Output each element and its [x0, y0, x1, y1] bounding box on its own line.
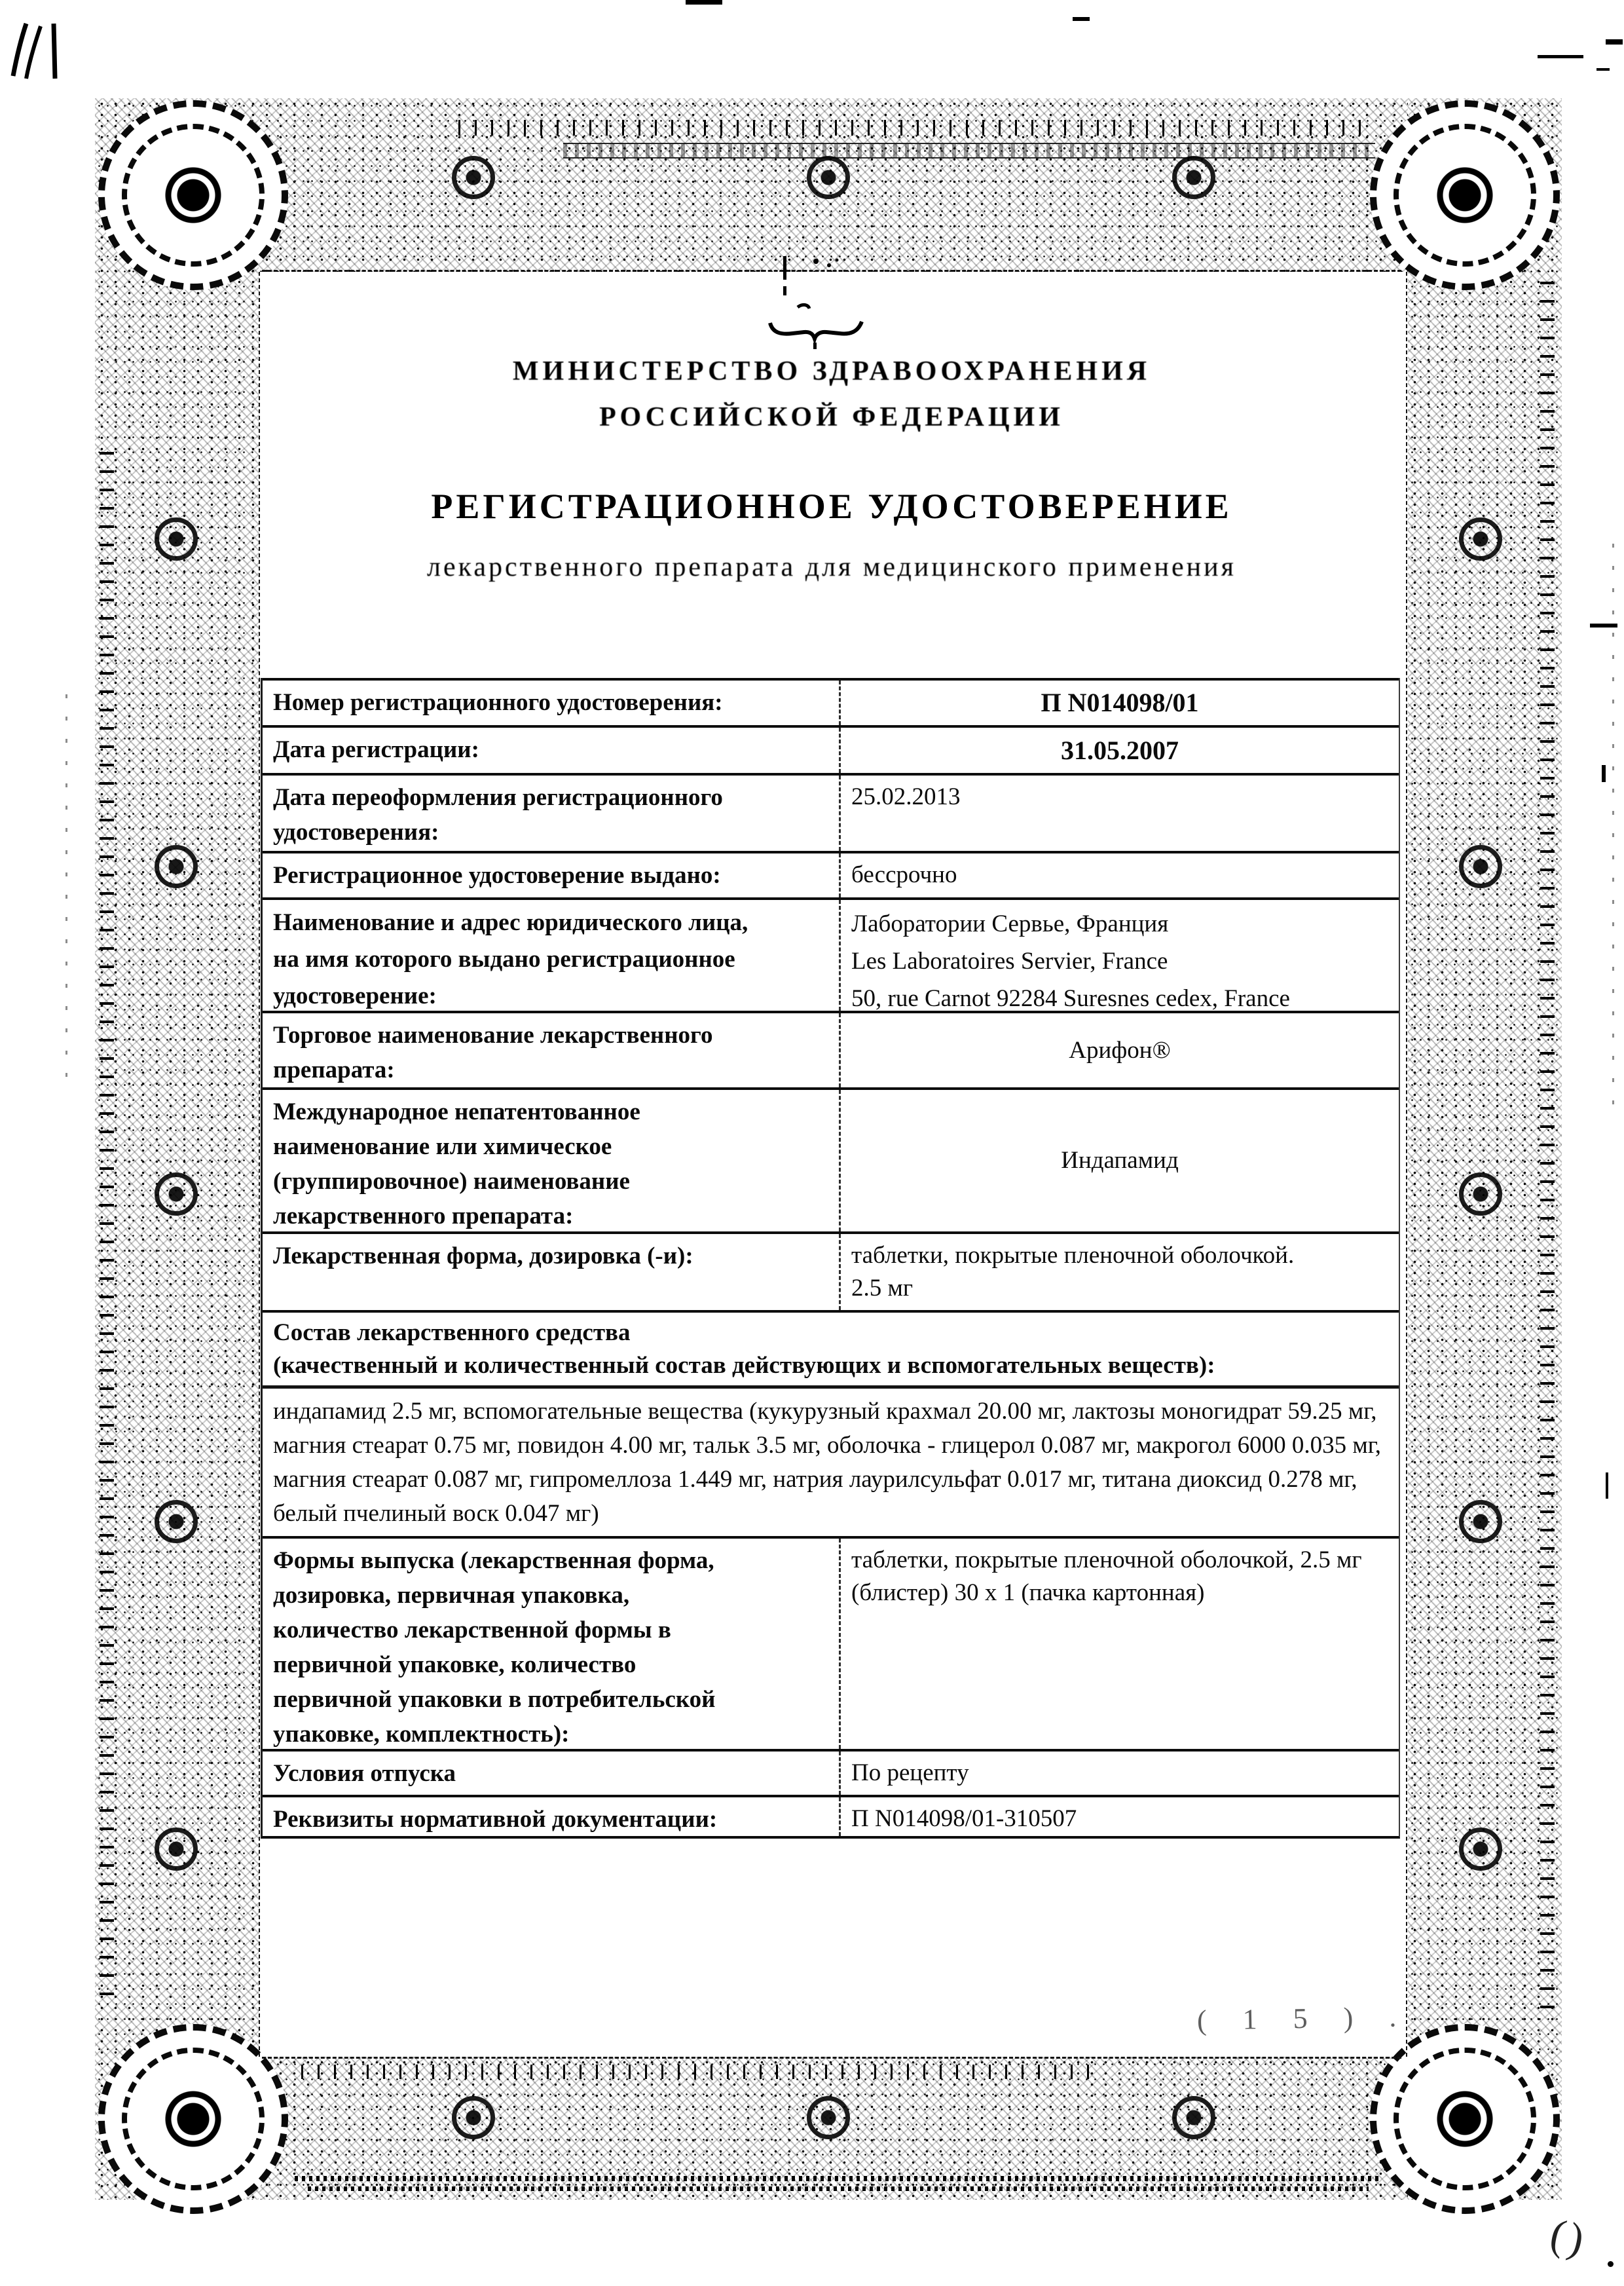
- table-row-dispensing: [263, 1749, 1399, 1795]
- frame-band-right: [1408, 98, 1562, 2200]
- row-label: Регистрационное удостоверение выдано:: [273, 862, 721, 889]
- frame-medallion: [155, 1172, 198, 1216]
- row-label: Номер регистрационного удостоверения:: [273, 689, 723, 716]
- scan-artifact-dash: [686, 0, 722, 5]
- frame-medallion: [807, 156, 850, 199]
- scan-artifact-dash: [1606, 1472, 1608, 1499]
- corner-rosette-top-right: [1370, 100, 1560, 290]
- table-row-dosage-form: [263, 1231, 1399, 1310]
- table-row-release-forms: [263, 1536, 1399, 1749]
- scan-artifact-dash: [1538, 55, 1583, 58]
- frame-ticks-bottom: [301, 2065, 1094, 2079]
- frame-medallion: [155, 845, 198, 888]
- pen-marks-bottom-right: (): [1546, 2209, 1593, 2265]
- row-label: Реквизиты нормативной документации:: [273, 1806, 718, 1833]
- composition-body: индапамид 2.5 мг, вспомогательные вещества (кукурузный крахмал 20.00 мг, лактозы моногидрат 59.25 мг, магния стеарат 0.75 мг, повидон 4.00 мг, тальк 3.5 мг, оболочка - глицерол 0.087 мг, макрогол 6000 0.035 мг, магния стеарат 0.087 мг, гипромеллоза 1.449 мг, натрия лаурилсульфат 0.017 мг, титана диоксид 0.278 мг, белый пчелиный воск 0.047 мг): [273, 1398, 1382, 1527]
- frame-medallion: [155, 517, 198, 561]
- row-value: Лаборатории Сервье, Франция Les Laboratoires Servier, France 50, rue Carnot 92284 Suresnes cedex, France: [839, 900, 1399, 1011]
- frame-band-left: [95, 98, 259, 2200]
- row-value: 25.02.2013: [839, 776, 1399, 851]
- frame-medallion: [1459, 845, 1502, 888]
- frame-medallion: [1459, 1500, 1502, 1543]
- frame-medallion: [452, 2096, 495, 2139]
- table-row-reissue-date: [263, 773, 1399, 851]
- scan-artifact-dotted-line-left: [65, 694, 67, 1087]
- table-row-reg-number: [263, 678, 1399, 725]
- faint-stamp-fragment: ( 1 5 ) .: [1196, 2000, 1411, 2036]
- frame-medallion: [155, 1500, 198, 1543]
- row-label: Формы выпуска (лекарственная форма, дозировка, первичная упаковка, количество лекарственной формы в первичной упаковке, количество первичной упаковки в потребительской упаковке, комплектность):: [273, 1547, 716, 1748]
- frame-inner-edge-left: [259, 272, 260, 2057]
- row-value: П N014098/01: [839, 681, 1399, 725]
- row-label: Дата регистрации:: [273, 736, 479, 763]
- ministry-line-2: РОССИЙСКОЙ ФЕДЕРАЦИИ: [599, 402, 1064, 432]
- frame-medallion: [155, 1827, 198, 1871]
- table-row-legal-entity: [263, 897, 1399, 1011]
- row-label: Наименование и адрес юридического лица, на имя которого выдано регистрационное удостоверение:: [273, 909, 748, 1009]
- certificate-subtitle: лекарственного препарата для медицинского применения: [427, 552, 1236, 582]
- row-label: Торговое наименование лекарственного препарата:: [273, 1022, 713, 1083]
- frame-strip-top: [563, 143, 1375, 159]
- frame-medallion: [1459, 1827, 1502, 1871]
- row-label: Условия отпуска: [273, 1760, 456, 1787]
- frame-inner-edge-right: [1406, 272, 1407, 2057]
- scan-artifact-dash: [1596, 68, 1610, 71]
- frame-medallion: [1459, 1172, 1502, 1216]
- row-label: Международное непатентованное наименование или химическое (группировочное) наименование лекарственного препарата:: [273, 1098, 640, 1229]
- table-row-composition: [263, 1310, 1399, 1536]
- frame-medallion: [807, 2096, 850, 2139]
- frame-medallion: [452, 156, 495, 199]
- row-value: П N014098/01-310507: [839, 1797, 1399, 1836]
- handwriting-mark-top-left: [4, 16, 69, 81]
- row-value: таблетки, покрытые пленочной оболочкой. 2.5 мг: [839, 1234, 1399, 1310]
- row-value: Индапамид: [839, 1090, 1399, 1231]
- emblem-remnant: [766, 252, 871, 357]
- certificate-table: [261, 678, 1400, 1839]
- scan-artifact-dash: [1073, 17, 1090, 21]
- table-row-reg-date: [263, 725, 1399, 773]
- row-value: таблетки, покрытые пленочной оболочкой, 2.5 мг (блистер) 30 x 1 (пачка картонная): [839, 1539, 1399, 1749]
- frame-dots-bottom-2: [308, 2186, 1369, 2191]
- corner-rosette-top-left: [98, 100, 288, 290]
- row-value: 31.05.2007: [839, 728, 1399, 773]
- table-row-validity: [263, 851, 1399, 897]
- corner-rosette-bottom-right: [1370, 2024, 1560, 2214]
- row-label: Дата переоформления регистрационного удостоверения:: [273, 784, 723, 846]
- frame-medallion: [1459, 517, 1502, 561]
- certificate-title: РЕГИСТРАЦИОННОЕ УДОСТОВЕРЕНИЕ: [431, 487, 1232, 526]
- row-value: бессрочно: [839, 853, 1399, 897]
- frame-medallion: [1172, 156, 1215, 199]
- table-row-inn: [263, 1087, 1399, 1231]
- row-value: Арифон®: [839, 1013, 1399, 1087]
- ministry-line-1: МИНИСТЕРСТВО ЗДРАВООХРАНЕНИЯ: [512, 356, 1151, 386]
- frame-ticks-right: [1540, 282, 1555, 2011]
- table-row-trade-name: [263, 1011, 1399, 1087]
- scan-artifact-dot: [1608, 2261, 1614, 2267]
- scan-artifact-dotted-line-right: [1612, 544, 1614, 1107]
- composition-header: Состав лекарственного средства (качественный и количественный состав действующих и вспомогательных веществ):: [273, 1319, 1215, 1379]
- frame-ticks-left: [100, 452, 114, 2011]
- table-row-normative-docs: [263, 1795, 1399, 1836]
- row-value: По рецепту: [839, 1752, 1399, 1795]
- frame-dots-bottom-1: [295, 2176, 1382, 2181]
- row-label: Лекарственная форма, дозировка (-и):: [273, 1243, 693, 1269]
- frame-ticks-top: [458, 120, 1375, 136]
- frame-medallion: [1172, 2096, 1215, 2139]
- frame-inner-edge-bottom: [262, 2057, 1401, 2059]
- scan-artifact-dash: [1602, 765, 1606, 782]
- scan-artifact-dash: [1606, 39, 1623, 45]
